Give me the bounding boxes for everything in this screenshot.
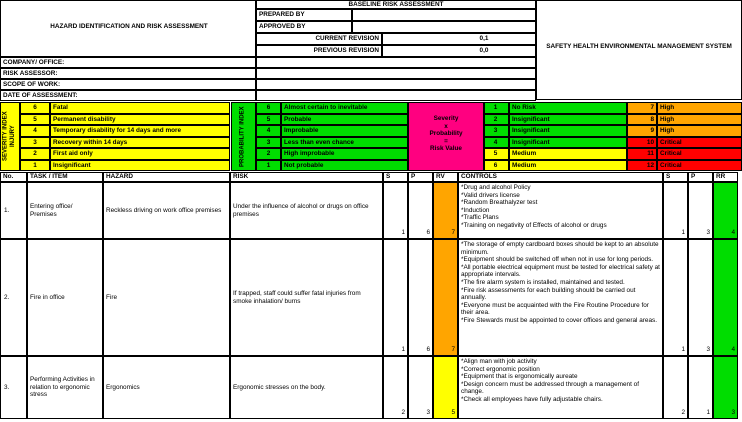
baseline-title: BASELINE RISK ASSESSMENT <box>256 0 536 9</box>
s2-cell-value: 1 <box>681 346 685 354</box>
col-p2: P <box>688 172 713 182</box>
control-item: *Traffic Plans <box>461 214 499 222</box>
hazard-cell-text: Reckless driving on work office premises <box>106 206 222 214</box>
task-cell-text: Fire in office <box>30 293 65 301</box>
risk-cell-text: Ergonomic stresses on the body. <box>233 383 326 391</box>
title-box <box>0 0 256 57</box>
severity-level-text: Permanent disability <box>50 114 230 126</box>
control-item: *Equipment should be switched off when not in use for long periods. <box>461 256 654 264</box>
s-cell-value: 1 <box>401 346 405 354</box>
risk-level-text: Critical <box>657 148 742 160</box>
risk-level-text: Insignificant <box>509 114 627 126</box>
control-item: *The storage of empty cardboard boxes should be kept to an absolute minimum. <box>461 241 659 256</box>
risk-level-text: Critical <box>657 160 742 172</box>
col-no: No. <box>0 172 27 182</box>
risk-level-number: 1 <box>484 102 509 114</box>
risk-cell <box>230 239 383 356</box>
system-box <box>536 0 742 100</box>
probability-level-number: 4 <box>256 125 281 137</box>
s-cell-value: 1 <box>401 229 405 237</box>
rr-cell <box>713 182 738 239</box>
risk-cell-text: Under the influence of alcohol or drugs on office premises <box>233 202 369 218</box>
probability-index-label: PROBABILITY INDEX <box>231 102 256 171</box>
table-row <box>0 356 738 419</box>
severity-level-text: First aid only <box>50 148 230 160</box>
control-item: *Correct ergonomic position <box>461 365 540 373</box>
prepared-by-label: PREPARED BY <box>256 9 352 21</box>
hazard-cell <box>103 182 230 239</box>
p-cell-value: 6 <box>426 346 430 354</box>
severity-level-text: Insignificant <box>50 160 230 172</box>
rr-cell <box>713 356 738 419</box>
assessor-label: RISK ASSESSOR: <box>0 68 256 79</box>
control-item: *Training on negativity of Effects of alcohol or drugs <box>461 221 607 229</box>
row-number <box>0 239 27 356</box>
risk-cell <box>230 182 383 239</box>
p2-cell-value: 3 <box>706 229 710 237</box>
s2-cell-value: 2 <box>681 409 685 417</box>
probability-level-text: Probable <box>281 114 408 126</box>
risk-level-number: 8 <box>627 114 657 126</box>
control-item: *Fire Stewards must be appointed to cover offices and general areas. <box>461 316 657 324</box>
risk-level-text: Medium <box>509 160 627 172</box>
risk-level-text: High <box>657 125 742 137</box>
control-item: *Everyone must be acquainted with the Fire Routine Procedure for their area. <box>461 301 649 317</box>
control-item: *Fire risk assessments for each building should be carried out annually. <box>461 286 636 302</box>
control-item: *Equipment that is ergonomically aureate <box>461 373 578 381</box>
approved-by-field[interactable] <box>352 21 536 33</box>
p2-cell-value: 3 <box>706 346 710 354</box>
severity-level-number: 3 <box>20 137 50 149</box>
rr-cell-value: 3 <box>731 409 735 417</box>
rr-cell <box>713 239 738 356</box>
s-cell-value: 2 <box>401 409 405 417</box>
hazard-cell-text: Fire <box>106 293 118 301</box>
formula-times: x <box>444 122 448 130</box>
risk-level-text: Insignificant <box>509 137 627 149</box>
p-cell <box>408 239 433 356</box>
risk-level-number: 5 <box>484 148 509 160</box>
probability-level-number: 6 <box>256 102 281 114</box>
task-cell-text: Entering office/ Premises <box>30 202 73 218</box>
rv-cell <box>433 239 458 356</box>
risk-cell-text: If trapped, staff could suffer fatal injuries from smoke inhalation/ burns <box>233 289 361 305</box>
probability-level-text: High improbable <box>281 148 408 160</box>
probability-level-text: Almost certain to inevitable <box>281 102 408 114</box>
p2-cell <box>688 239 713 356</box>
formula-risk-value: Risk Value <box>430 145 462 153</box>
task-cell <box>27 239 103 356</box>
control-item: *All portable electrical equipment must be tested for electrical safety at appropriate intervals. <box>461 263 660 279</box>
hazard-cell <box>103 356 230 419</box>
approved-by-label: APPROVED BY <box>256 21 352 33</box>
severity-level-text: Recovery within 14 days <box>50 137 230 149</box>
rv-cell-value: 7 <box>451 229 455 237</box>
col-risk: RISK <box>230 172 383 182</box>
control-item: *Random Breathalyzer test <box>461 199 538 207</box>
p2-cell-value: 1 <box>706 409 710 417</box>
rr-cell-value: 4 <box>731 229 735 237</box>
risk-level-number: 10 <box>627 137 657 149</box>
prepared-by-field[interactable] <box>352 9 536 21</box>
formula-severity: Severity <box>433 115 459 122</box>
severity-index-label: SEVERITY INDEX INJURY <box>0 102 20 171</box>
rv-cell-value: 5 <box>451 409 455 417</box>
previous-revision-label: PREVIOUS REVISION <box>256 45 382 57</box>
probability-level-number: 1 <box>256 160 281 172</box>
risk-level-number: 12 <box>627 160 657 172</box>
row-number-text: 3. <box>4 383 10 391</box>
row-number-text: 1. <box>4 206 10 214</box>
risk-level-text: High <box>657 114 742 126</box>
s2-cell <box>663 239 688 356</box>
col-task: TASK / ITEM <box>27 172 103 182</box>
rr-cell-value: 4 <box>731 346 735 354</box>
current-revision-value: 0,1 <box>382 33 536 45</box>
date-label: DATE OF ASSESSMENT: <box>0 90 256 101</box>
probability-level-number: 3 <box>256 137 281 149</box>
col-rv: RV <box>433 172 458 182</box>
probability-level-number: 5 <box>256 114 281 126</box>
control-item: *Drug and alcohol Policy <box>461 184 531 191</box>
p2-cell <box>688 356 713 419</box>
risk-level-number: 3 <box>484 125 509 137</box>
control-item: *Check all employees have fully adjustable chairs. <box>461 395 603 403</box>
previous-revision-value: 0,0 <box>382 45 536 57</box>
s-cell <box>383 182 408 239</box>
hazard-cell-text: Ergonomics <box>106 383 140 391</box>
scope-field[interactable] <box>256 79 536 90</box>
control-item: *Design concern must be addressed through a management of change. <box>461 380 639 396</box>
risk-cell <box>230 356 383 419</box>
rv-cell-value: 7 <box>451 346 455 354</box>
severity-level-text: Temporary disability for 14 days and more <box>50 125 230 137</box>
risk-value-formula <box>408 102 484 171</box>
date-field[interactable] <box>256 90 536 101</box>
task-cell <box>27 182 103 239</box>
p-cell <box>408 356 433 419</box>
formula-probability: Probability <box>429 130 463 138</box>
severity-level-number: 5 <box>20 114 50 126</box>
company-label: COMPANY/ OFFICE: <box>0 57 256 68</box>
risk-level-number: 7 <box>627 102 657 114</box>
task-cell-text: Performing Activities in relation to ergonomic stress <box>30 376 95 399</box>
s-cell <box>383 356 408 419</box>
row-number <box>0 356 27 419</box>
col-controls: CONTROLS <box>458 172 663 182</box>
col-rr: RR <box>713 172 738 182</box>
hazard-cell <box>103 239 230 356</box>
risk-level-number: 2 <box>484 114 509 126</box>
s2-cell-value: 1 <box>681 229 685 237</box>
probability-level-number: 2 <box>256 148 281 160</box>
table-row <box>0 239 738 356</box>
risk-level-number: 4 <box>484 137 509 149</box>
severity-level-text: Fatal <box>50 102 230 114</box>
controls-cell <box>458 182 663 239</box>
s2-cell <box>663 356 688 419</box>
severity-level-number: 4 <box>20 125 50 137</box>
severity-level-number: 2 <box>20 148 50 160</box>
col-s2: S <box>663 172 688 182</box>
scope-label: SCOPE OF WORK: <box>0 79 256 90</box>
current-revision-label: CURRENT REVISION <box>256 33 382 45</box>
severity-level-number: 6 <box>20 102 50 114</box>
formula-equals: = <box>444 137 448 145</box>
risk-level-text: High <box>657 102 742 114</box>
risk-level-text: Insignificant <box>509 125 627 137</box>
col-p: P <box>408 172 433 182</box>
assessor-field[interactable] <box>256 68 536 79</box>
probability-level-text: Improbable <box>281 125 408 137</box>
risk-level-text: No Risk <box>509 102 627 114</box>
risk-level-text: Medium <box>509 148 627 160</box>
p-cell-value: 3 <box>426 409 430 417</box>
risk-level-text: Critical <box>657 137 742 149</box>
control-item: *Induction <box>461 206 490 214</box>
col-hazard: HAZARD <box>103 172 230 182</box>
task-cell <box>27 356 103 419</box>
p-cell <box>408 182 433 239</box>
controls-cell <box>458 239 663 356</box>
row-number-text: 2. <box>4 293 10 301</box>
risk-level-number: 6 <box>484 160 509 172</box>
rv-cell <box>433 182 458 239</box>
risk-level-number: 11 <box>627 148 657 160</box>
control-item: *Align man with job activity <box>461 358 537 365</box>
p2-cell <box>688 182 713 239</box>
control-item: *The fire alarm system is installed, maintained and tested. <box>461 278 625 286</box>
page-title: HAZARD IDENTIFICATION AND RISK ASSESSMENT <box>50 23 208 30</box>
company-field[interactable] <box>256 57 536 68</box>
p-cell-value: 6 <box>426 229 430 237</box>
probability-level-text: Less than even chance <box>281 137 408 149</box>
col-s: S <box>383 172 408 182</box>
controls-cell <box>458 356 663 419</box>
control-item: *Valid drivers license <box>461 191 520 199</box>
row-number <box>0 182 27 239</box>
severity-level-number: 1 <box>20 160 50 172</box>
system-title: SAFETY HEALTH ENVIRONMENTAL MANAGEMENT SYSTEM <box>546 43 732 50</box>
risk-level-number: 9 <box>627 125 657 137</box>
rv-cell <box>433 356 458 419</box>
s-cell <box>383 239 408 356</box>
s2-cell <box>663 182 688 239</box>
table-row <box>0 182 738 239</box>
probability-level-text: Not probable <box>281 160 408 172</box>
